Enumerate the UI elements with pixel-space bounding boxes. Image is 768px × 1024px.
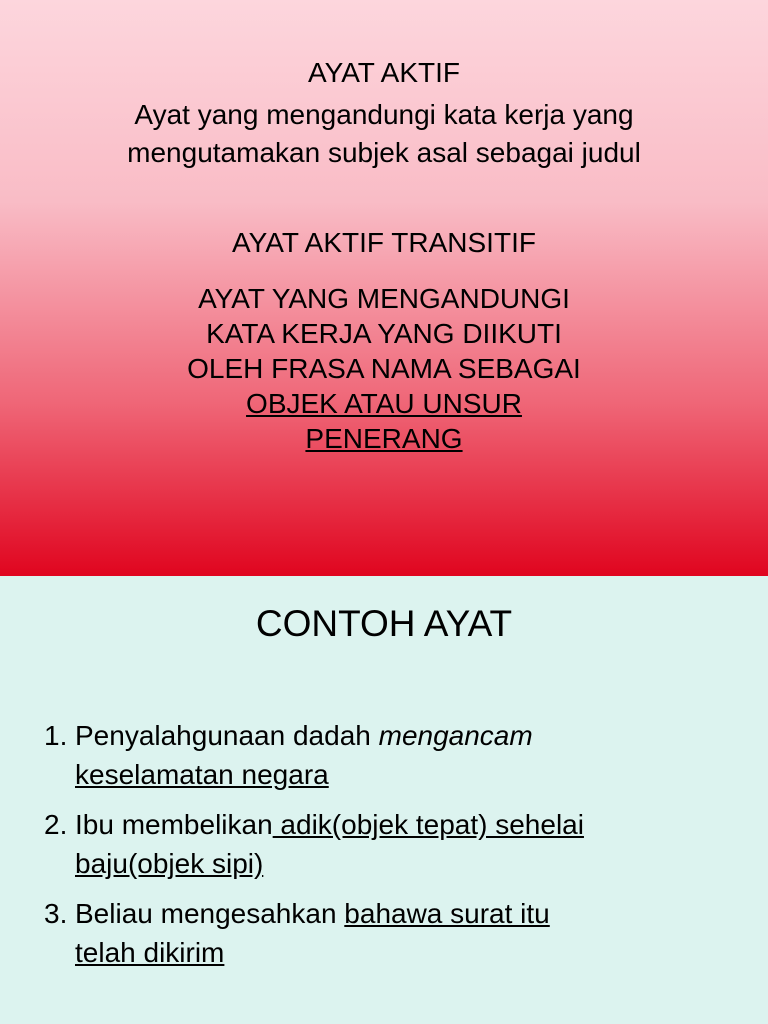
transitive-underlined-line-2: PENERANG — [305, 423, 463, 454]
item-text: Ibu membelikan — [75, 809, 273, 840]
slide-title: AYAT AKTIF — [308, 57, 460, 88]
list-item — [44, 805, 744, 883]
examples-title: CONTOH AYAT — [255, 603, 513, 644]
item-text: Penyalahgunaan dadah — [75, 720, 379, 751]
item-underlined-line2: baju(objek sipi) — [75, 848, 264, 879]
item-underlined: keselamatan negara — [75, 759, 329, 790]
list-item — [44, 894, 744, 972]
definition-line-2: mengutamakan subjek asal sebagai judul — [127, 137, 641, 168]
transitive-line-1: AYAT YANG MENGANDUNGI — [198, 283, 570, 314]
item-italic-verb: mengancam — [378, 720, 533, 751]
item-underlined: bahawa surat itu — [344, 898, 550, 929]
transitive-line-2: KATA KERJA YANG DIIKUTI — [206, 318, 562, 349]
subtitle-transitive: AYAT AKTIF TRANSITIF — [232, 227, 536, 258]
examples-list — [44, 716, 744, 983]
transitive-line-3: OLEH FRASA NAMA SEBAGAI — [187, 353, 581, 384]
item-text: Beliau mengesahkan — [75, 898, 345, 929]
item-underlined: adik(objek tepat) sehelai — [272, 809, 584, 840]
transitive-definition — [0, 281, 768, 456]
list-item — [44, 716, 744, 794]
definition-text — [0, 96, 768, 172]
item-number: 3. — [44, 898, 68, 929]
definition-line-1: Ayat yang mengandungi kata kerja yang — [134, 99, 634, 130]
item-underlined-line2: telah dikirim — [75, 937, 225, 968]
slide-contoh-ayat — [0, 576, 768, 1024]
item-number: 1. — [44, 720, 68, 751]
transitive-underlined-line-1: OBJEK ATAU UNSUR — [246, 388, 522, 419]
item-number: 2. — [44, 809, 68, 840]
